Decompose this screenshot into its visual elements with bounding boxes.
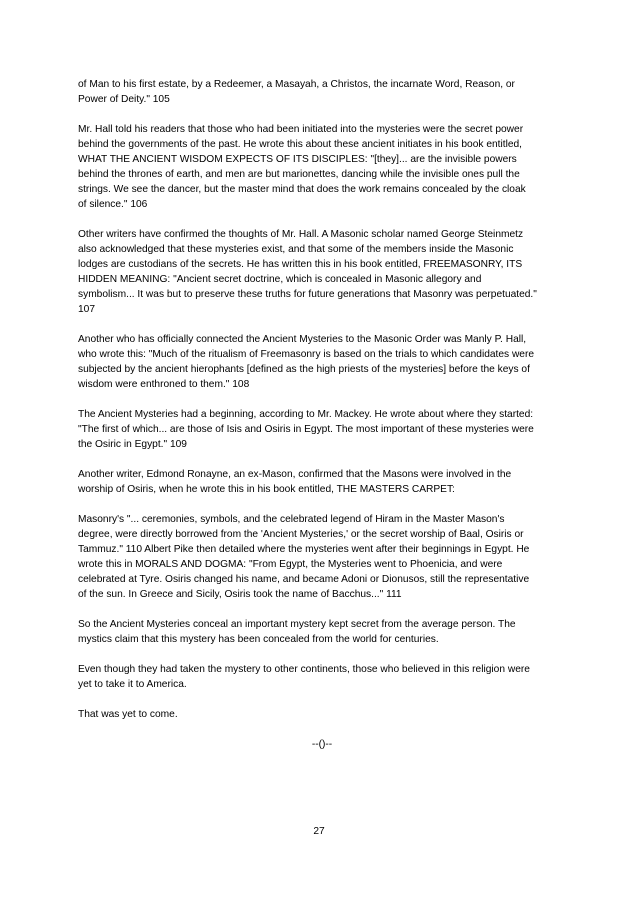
paragraph-9: Even though they had taken the mystery to other continents, those who believed in this religion were yet to take it to America.: [78, 664, 530, 690]
paragraph-10: That was yet to come.: [78, 709, 178, 720]
paragraph-6: Another writer, Edmond Ronayne, an ex-Mason, confirmed that the Masons were involved in the worship of Osiris, when he wrote this in his book entitled, THE MASTERS CARPET:: [78, 469, 512, 495]
paragraph-5: The Ancient Mysteries had a beginning, according to Mr. Mackey. He wrote about where they started: "The first of which... are those of Isis and Osiris in Egypt. The most important of these mysteries were the Osiric in Egypt." 109: [78, 409, 534, 450]
page-number: 27: [313, 826, 325, 837]
paragraph-1: of Man to his first estate, by a Redeemer, a Masayah, a Christos, the incarnate Word, Reason, or Power of Deity." 105: [78, 79, 515, 105]
section-separator: --()--: [311, 739, 333, 750]
paragraph-7: Masonry's "... ceremonies, symbols, and the celebrated legend of Hiram in the Master Mason's degree, were directly borrowed from the 'Ancient Mysteries,' or the secret worship of Baal, Osiris or Tammuz." 110 Albert Pike then detailed where the mysteries went after their beginnings in Egypt. He wrote this in MORALS AND DOGMA: "From Egypt, the Mysteries went to Phoenicia, and were celebrated at Tyre. Osiris changed his name, and became Adoni or Dionusos, still the representative of the sun. In Greece and Sicily, Osiris took the name of Bacchus..." 111: [78, 514, 530, 600]
paragraph-8: So the Ancient Mysteries conceal an important mystery kept secret from the average person. The mystics claim that this mystery has been concealed from the world for centuries.: [78, 619, 516, 645]
paragraph-2: Mr. Hall told his readers that those who had been initiated into the mysteries were the secret power behind the governments of the past. He wrote this about these ancient initiates in his book entitled, WHAT THE ANCIENT WISDOM EXPECTS OF ITS DISCIPLES: "[they]... are the invisible powers behind the thrones of earth, and men are but marionettes, dancing while the invisible ones pull the strings. We see the dancer, but the master mind that does the work remains concealed by the cloak of silence." 106: [78, 124, 526, 210]
paragraph-3: Other writers have confirmed the thoughts of Mr. Hall. A Masonic scholar named George Steinmetz also acknowledged that these mysteries exist, and that some of the members inside the Masonic lodges are custodians of the secrets. He has written this in his book entitled, FREEMASONRY, ITS HIDDEN MEANING: "Ancient secret doctrine, which is concealed in Masonic allegory and symbolism... It was but to preserve these truths for future generations that Masonry was perpetuated." 107: [78, 229, 537, 315]
paragraph-4: Another who has officially connected the Ancient Mysteries to the Masonic Order was Manly P. Hall, who wrote this: "Much of the ritualism of Freemasonry is based on the trials to which candidates were subjected by the ancient hierophants [defined as the high priests of the mysteries] before the keys of wisdom were enthroned to them." 108: [78, 334, 535, 390]
page-body: [78, 77, 566, 752]
